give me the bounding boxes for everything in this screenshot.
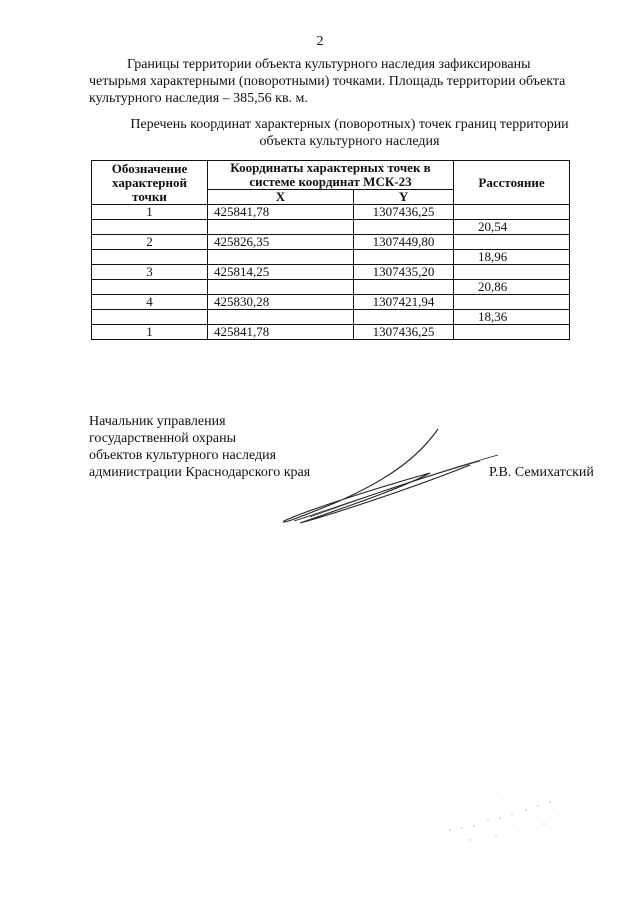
header-line: системе координат МСК-23 — [249, 174, 412, 189]
signatory-title-line: администрации Краснодарского края — [89, 465, 311, 480]
header-line: Координаты характерных точек в — [230, 160, 431, 175]
handwritten-signature — [270, 425, 500, 535]
table-row — [92, 295, 570, 310]
y-coordinate: 1307436,25 — [354, 325, 454, 340]
distance-cell — [454, 295, 570, 310]
caption-line: объекта культурного наследия — [259, 134, 440, 149]
y-coordinate: 1307449,80 — [354, 235, 454, 250]
page-number: 2 — [316, 34, 324, 49]
signatory-name: Р.В. Семихатский — [489, 465, 594, 480]
intro-line: четырьмя характерными (поворотными) точками. Площадь территории объекта — [89, 74, 566, 89]
x-coordinate: 425830,28 — [208, 295, 354, 310]
intro-line: культурного наследия – 385,56 кв. м. — [89, 91, 308, 106]
column-header-distance: Расстояние — [454, 161, 570, 205]
point-id: 1 — [92, 325, 208, 340]
header-line: характерной — [112, 174, 187, 190]
point-id — [92, 220, 208, 235]
table-row — [92, 280, 570, 295]
table-caption — [89, 116, 610, 150]
point-id — [92, 280, 208, 295]
x-coordinate: 425814,25 — [208, 265, 354, 280]
distance-value: 20,54 — [454, 220, 570, 235]
x-coordinate: 425841,78 — [208, 325, 354, 340]
table-row — [92, 250, 570, 265]
intro-paragraph — [89, 56, 610, 107]
point-id: 1 — [92, 205, 208, 220]
column-header-coordinates — [208, 161, 454, 190]
distance-value: 18,36 — [454, 310, 570, 325]
column-header-point — [92, 161, 208, 205]
x-coordinate — [208, 280, 354, 295]
distance-cell — [454, 235, 570, 250]
coordinates-table — [91, 160, 570, 340]
distance-value: 20,86 — [454, 280, 570, 295]
table-row — [92, 310, 570, 325]
column-header-x: X — [208, 190, 354, 205]
point-id: 2 — [92, 235, 208, 250]
x-coordinate — [208, 310, 354, 325]
distance-value: 18,96 — [454, 250, 570, 265]
y-coordinate: 1307421,94 — [354, 295, 454, 310]
distance-cell — [454, 325, 570, 340]
intro-line: Границы территории объекта культурного наследия зафиксированы — [127, 57, 531, 72]
point-id: 3 — [92, 265, 208, 280]
point-id — [92, 250, 208, 265]
y-coordinate — [354, 250, 454, 265]
signatory-title-line: государственной охраны — [89, 431, 237, 446]
table-row — [92, 325, 570, 340]
distance-cell — [454, 265, 570, 280]
signatory-title-line: объектов культурного наследия — [89, 448, 277, 463]
y-coordinate: 1307436,25 — [354, 205, 454, 220]
y-coordinate — [354, 310, 454, 325]
y-coordinate — [354, 280, 454, 295]
x-coordinate: 425841,78 — [208, 205, 354, 220]
signatory-title-line: Начальник управления — [89, 414, 226, 429]
table-row — [92, 205, 570, 220]
table-row — [92, 265, 570, 280]
table-row — [92, 220, 570, 235]
caption-line: Перечень координат характерных (поворотных) точек границ территории — [130, 117, 569, 132]
column-header-y: Y — [354, 190, 454, 205]
y-coordinate — [354, 220, 454, 235]
faint-stamp-marks — [440, 790, 580, 850]
distance-cell — [454, 205, 570, 220]
header-line: Обозначение — [111, 160, 188, 176]
x-coordinate — [208, 250, 354, 265]
y-coordinate: 1307435,20 — [354, 265, 454, 280]
table-row — [92, 235, 570, 250]
x-coordinate — [208, 220, 354, 235]
point-id: 4 — [92, 295, 208, 310]
x-coordinate: 425826,35 — [208, 235, 354, 250]
point-id — [92, 310, 208, 325]
header-line: точки — [132, 188, 167, 204]
